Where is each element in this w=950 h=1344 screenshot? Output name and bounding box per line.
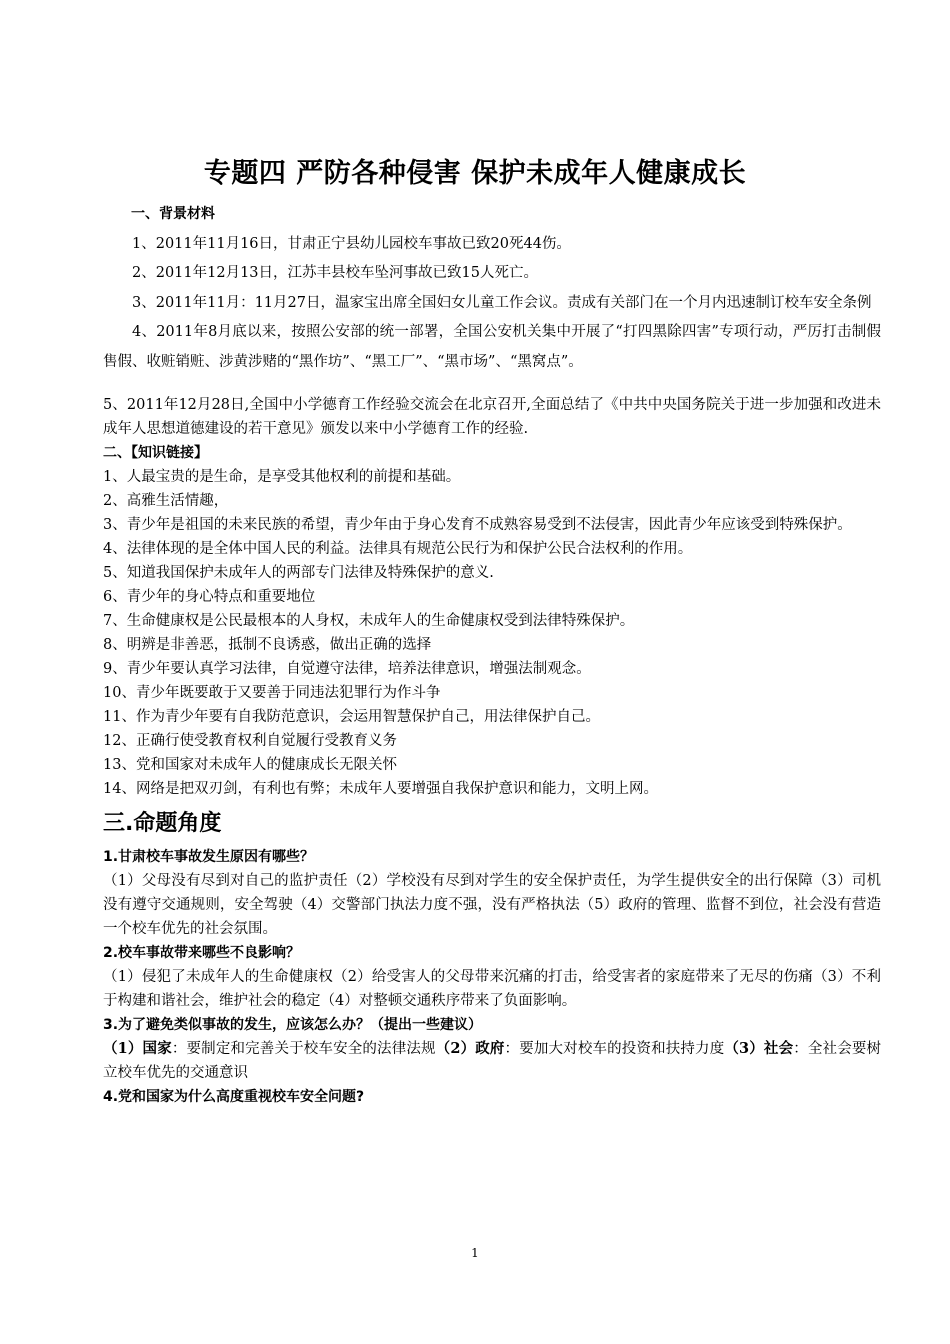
page-number: 1 [471,1246,479,1260]
answer-3-text-2: ：要加大对校车的投资和扶持力度 [504,1041,725,1057]
answer-3-text-1: ：要制定和完善关于校车安全的法律法规 [171,1041,436,1057]
document-body [103,200,881,1109]
paragraph-gap [103,377,881,393]
answer-3-text-3: ：全社会要树立校车优先的交通意识 [103,1041,882,1081]
background-item-2: 2、2011年12月13日，江苏丰县校车坠河事故已致15人死亡。 [132,265,538,281]
knowledge-item-7: 7、生命健康权是公民最根本的人身权，未成年人的生命健康权受到法律特殊保护。 [103,613,635,629]
knowledge-item-4: 4、法律体现的是全体中国人民的利益。法律具有规范公民行为和保护公民合法权利的作用。 [103,541,693,557]
knowledge-item-11: 11、作为青少年要有自我防范意识，会运用智慧保护自己，用法律保护自己。 [103,709,600,725]
question-1: 1.甘肃校车事故发生原因有哪些？ [103,849,315,865]
knowledge-item-10: 10、青少年既要敢于又要善于同违法犯罪行为作斗争 [103,685,441,701]
knowledge-item-2: 2、高雅生活情趣， [103,493,229,509]
section3-heading: 三.命题角度 [103,811,222,836]
page-title: 专题四 严防各种侵害 保护未成年人健康成长 [203,158,747,189]
knowledge-item-3: 3、青少年是祖国的未来民族的希望，青少年由于身心发育不成熟容易受到不法侵害，因此青少年应该受到特殊保护。 [103,517,852,533]
question-2: 2.校车事故带来哪些不良影响？ [103,945,301,961]
knowledge-item-9: 9、青少年要认真学习法律，自觉遵守法律，培养法律意识，增强法制观念。 [103,661,591,677]
background-item-4: 4、2011年8月底以来，按照公安部的统一部署，全国公安机关集中开展了“打四黑除四害”专项行动，严厉打击制假售假、收赃销赃、涉黄涉赌的“黑作坊”、“黑工厂”、“黑市场”、“黑窝点”。 [103,324,881,370]
question-3: 3.为了避免类似事故的发生，应该怎么办？（提出一些建议） [103,1017,483,1033]
answer-3-label-3: （3）社会 [724,1040,794,1057]
knowledge-item-6: 6、青少年的身心特点和重要地位 [103,589,316,605]
background-item-5: 5、2011年12月28日,全国中小学德育工作经验交流会在北京召开,全面总结了《中共中央国务院关于进一步加强和改进未成年人思想道德建设的若干意见》颁发以来中小学德育工作的经验. [103,397,881,437]
answer-2: （1）侵犯了未成年人的生命健康权（2）给受害人的父母带来沉痛的打击，给受害者的家庭带来了无尽的伤痛（3）不利于构建和谐社会，维护社会的稳定（4）对整顿交通秩序带来了负面影响。 [103,969,881,1009]
knowledge-item-8: 8、明辨是非善恶，抵制不良诱惑，做出正确的选择 [103,637,432,653]
answer-3-label-1: （1）国家 [103,1040,172,1057]
section1-heading: 一、背景材料 [131,206,215,222]
background-item-3: 3、2011年11月：11月27日，温家宝出席全国妇女儿童工作会议。责成有关部门在一个月内迅速制订校车安全条例 [132,294,872,311]
answer-1: （1）父母没有尽到对自己的监护责任（2）学校没有尽到对学生的安全保护责任，为学生提供安全的出行保障（3）司机没有遵守交通规则，安全驾驶（4）交警部门执法力度不强，没有严格执法（5）政府的管理、监督不到位，社会没有营造一个校车优先的社会氛围。 [103,873,881,937]
answer-3-label-2: （2）政府 [435,1040,505,1057]
knowledge-item-5: 5、知道我国保护未成年人的两部专门法律及特殊保护的意义. [103,565,494,581]
question-4: 4.党和国家为什么高度重视校车安全问题? [103,1089,365,1105]
background-item-1: 1、2011年11月16日，甘肃正宁县幼儿园校车事故已致20死44伤。 [132,235,571,252]
knowledge-item-1: 1、人最宝贵的是生命，是享受其他权利的前提和基础。 [103,469,461,485]
knowledge-item-14: 14、网络是把双刃剑，有利也有弊；未成年人要增强自我保护意识和能力，文明上网。 [103,781,658,797]
section2-heading: 二、【知识链接】 [103,445,208,461]
answer-3 [103,1037,881,1085]
knowledge-item-12: 12、正确行使受教育权利自觉履行受教育义务 [103,733,397,749]
knowledge-item-13: 13、党和国家对未成年人的健康成长无限关怀 [103,757,397,773]
